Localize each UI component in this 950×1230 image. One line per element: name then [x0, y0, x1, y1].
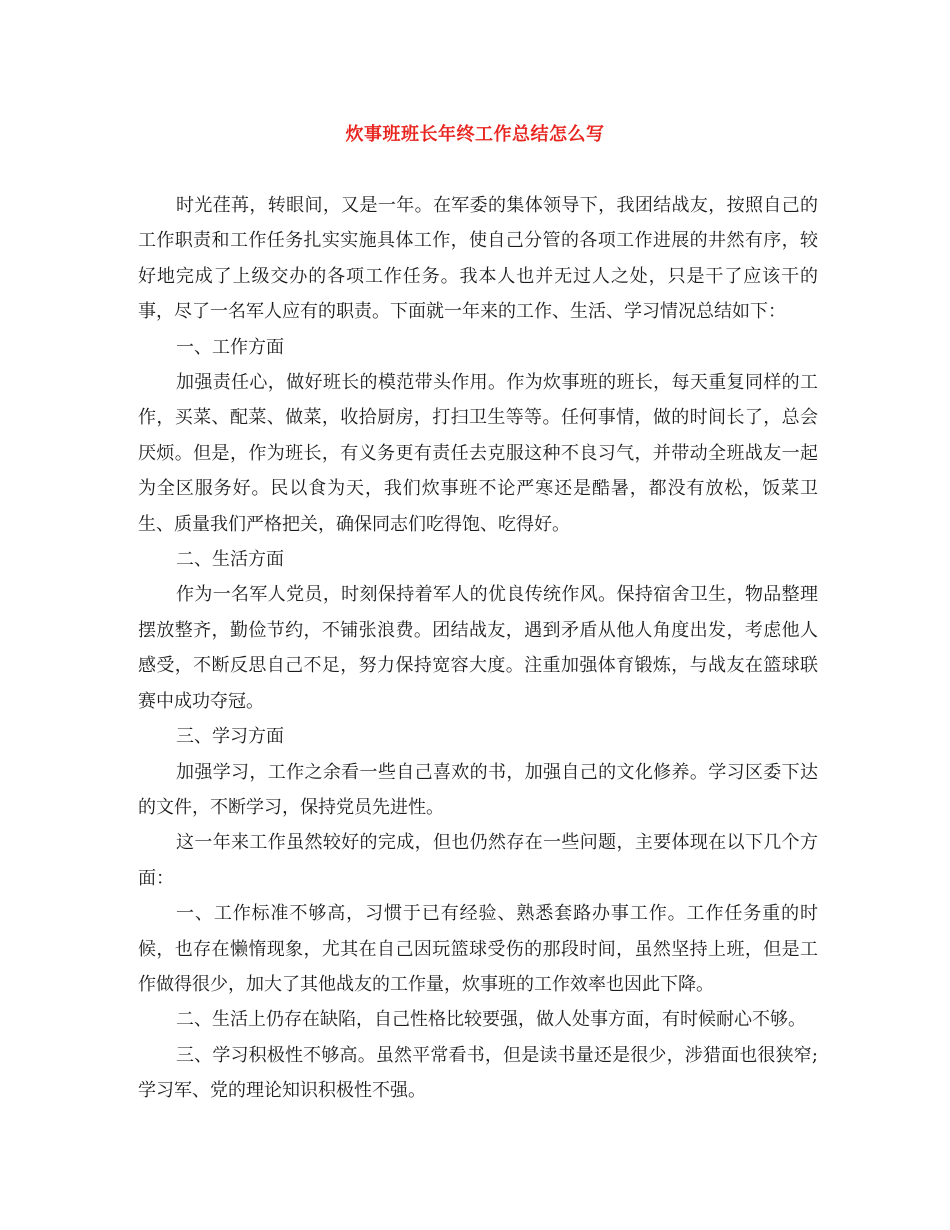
- study-paragraph: 加强学习，工作之余看一些自己喜欢的书，加强自己的文化修养。学习区委下达的文件，不断学习，保持党员先进性。: [138, 761, 818, 818]
- problem-item-1: 一、工作标准不够高，习惯于已有经验、熟悉套路办事工作。工作任务重的时候，也存在懒惰现象，尤其在自己因玩篮球受伤的那段时间，虽然坚持上班，但是工作做得很少，加大了其他战友的工作量，炊事班的工作效率也因此下降。: [138, 903, 818, 995]
- work-paragraph: 加强责任心，做好班长的模范带头作用。作为炊事班的班长，每天重复同样的工作，买菜、配菜、做菜，收拾厨房，打扫卫生等等。任何事情，做的时间长了，总会厌烦。但是，作为班长，有义务更有责任去克服这种不良习气，并带动全班战友一起为全区服务好。民以食为天，我们炊事班不论严寒还是酷暑，都没有放松，饭菜卫生、质量我们严格把关，确保同志们吃得饱、吃得好。: [138, 372, 818, 535]
- problem-item-3: 三、学习积极性不够高。虽然平常看书，但是读书量还是很少，涉猎面也很狭窄;学习军、党的理论知识积极性不强。: [138, 1044, 818, 1102]
- section-heading-life: 二、生活方面: [176, 549, 284, 571]
- problem-item-2: 二、生活上仍存在缺陷，自己性格比较要强，做人处事方面，有时候耐心不够。: [176, 1009, 806, 1031]
- section-heading-study: 三、学习方面: [176, 726, 284, 748]
- section-heading-work: 一、工作方面: [176, 336, 284, 358]
- intro-paragraph: 时光荏苒，转眼间，又是一年。在军委的集体领导下，我团结战友，按照自己的工作职责和工作任务扎实实施具体工作，使自己分管的各项工作进展的井然有序，较好地完成了上级交办的各项工作任务。我本人也并无过人之处，只是干了应该干的事，尽了一名军人应有的职责。下面就一年来的工作、生活、学习情况总结如下：: [138, 195, 818, 323]
- life-paragraph: 作为一名军人党员，时刻保持着军人的优良传统作风。保持宿舍卫生，物品整理摆放整齐，勤俭节约，不铺张浪费。团结战友，遇到矛盾从他人角度出发，考虑他人感受，不断反思自己不足，努力保持宽容大度。注重加强体育锻炼，与战友在篮球联赛中成功夺冠。: [138, 584, 818, 712]
- document-body: [138, 188, 818, 1109]
- document-title: 炊事班班长年终工作总结怎么写: [345, 124, 605, 145]
- problems-intro-paragraph: 这一年来工作虽然较好的完成，但也仍然存在一些问题，主要体现在以下几个方面：: [138, 832, 818, 889]
